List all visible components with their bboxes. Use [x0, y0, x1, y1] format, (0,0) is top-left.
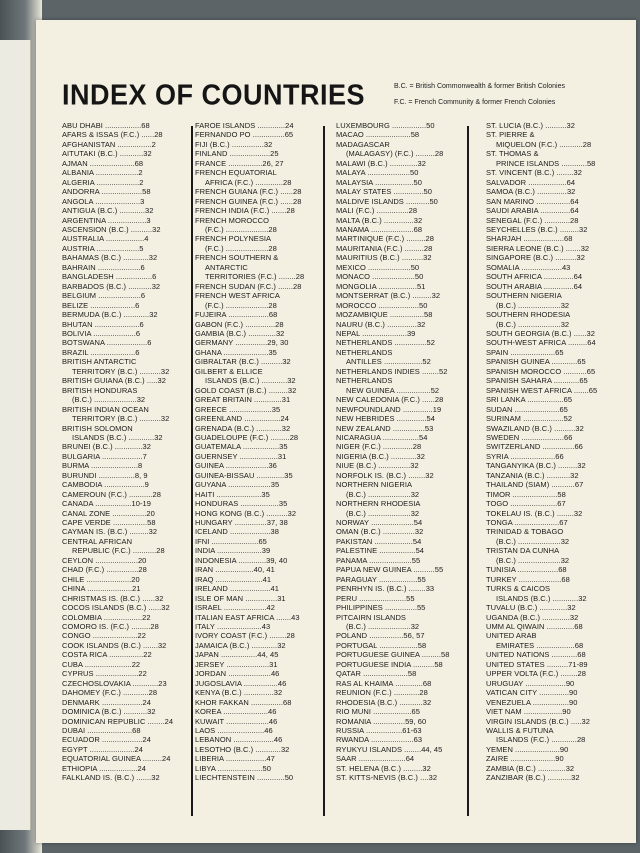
- index-entry: BRITISH ANTARCTIC: [62, 357, 137, 367]
- index-entry: BERMUDA (B.C.) ............32: [62, 310, 158, 320]
- index-entry: SAAR ......................64: [336, 754, 415, 764]
- index-entry: BAHRAIN ....................6: [62, 262, 145, 272]
- index-entry: SAMOA (B.C.) ..............32: [486, 187, 576, 197]
- index-entry: LIECHTENSTEIN .............50: [195, 773, 294, 783]
- index-entry: MAURITANIA (F.C.) .........28: [336, 243, 433, 253]
- index-entry: MALTA (B.C.) ..............32: [336, 215, 423, 225]
- index-entry: GIBRALTAR (B.C.) ..........32: [195, 357, 291, 367]
- index-entry: GUINEA-BISSAU .............35: [195, 470, 293, 480]
- index-entry: SOUTH AFRICA ..............64: [486, 272, 583, 282]
- index-column-3: [336, 121, 456, 783]
- index-entry: ISLANDS (B.C.) ............32: [496, 593, 587, 603]
- index-entry: OMAN (B.C.) ...............32: [336, 527, 424, 537]
- index-entry: VIRGIN ISLANDS (B.C.) .....32: [486, 716, 590, 726]
- index-entry: SOUTH-WEST AFRICA .........64: [486, 338, 596, 348]
- index-entry: NEW GUINEA ................52: [346, 385, 440, 395]
- index-entry: SOUTH GEORGIA (B.C.) ......32: [486, 328, 595, 338]
- index-entry: LUXEMBOURG ................50: [336, 121, 435, 130]
- index-entry: LIBERIA ...................47: [195, 754, 275, 764]
- index-entry: IRELAND ...................41: [195, 584, 279, 594]
- index-entry: MONGOLIA ..................51: [336, 281, 426, 291]
- index-entry: PALESTINE .................54: [336, 546, 425, 556]
- index-entry: (B.C.) ....................32: [346, 508, 420, 518]
- index-entry: SENEGAL (F.C.) ............28: [486, 215, 579, 225]
- index-entry: MONTSERRAT (B.C.) .........32: [336, 291, 441, 301]
- index-entry: EQUATORIAL GUINEA .........24: [62, 754, 171, 764]
- index-entry: VENEZUELA .................90: [486, 697, 578, 707]
- index-entry: PARAGUAY ..................55: [336, 574, 426, 584]
- index-entry: TERRITORY (B.C.) ..........32: [72, 414, 170, 424]
- index-page: [36, 20, 636, 843]
- index-entry: TURKEY ....................68: [486, 574, 570, 584]
- index-entry: NICARAGUA .................54: [336, 432, 428, 442]
- index-entry: FRENCH SUDAN (F.C.) .......28: [195, 281, 302, 291]
- index-entry: INDIA .....................39: [195, 546, 271, 556]
- index-entry: INDONESIA .............39, 40: [195, 555, 288, 565]
- page-title: INDEX OF COUNTRIES: [62, 79, 366, 111]
- index-entry: SHARJAH ...................68: [486, 234, 573, 244]
- index-entry: VIET NAM ..................90: [486, 707, 571, 717]
- index-entry: GUYANA ....................35: [195, 480, 280, 490]
- index-entry: ICELAND ...................38: [195, 527, 279, 537]
- index-entry: SPANISH MOROCCO ...........65: [486, 366, 596, 376]
- index-entry: RWANDA ....................63: [336, 735, 423, 745]
- index-entry: FINLAND ...................25: [195, 149, 279, 159]
- index-entry: SOMALIA ...................43: [486, 262, 571, 272]
- index-entry: AITUTAKI (B.C.) ...........32: [62, 149, 152, 159]
- index-entry: TANZANIA (B.C.) ...........32: [486, 470, 579, 480]
- index-entry: NORFOLK IS. (B.C.) ........32: [336, 470, 434, 480]
- index-entry: CHILE .....................20: [62, 574, 140, 584]
- index-entry: FRENCH POLYNESIA: [195, 234, 272, 244]
- index-entry: JAPAN .................44, 45: [195, 650, 279, 660]
- index-entry: ECUADOR ...................24: [62, 735, 151, 745]
- index-entry: JUGOSLAVIA ................46: [195, 678, 287, 688]
- index-entry: ABU DHABI .................68: [62, 121, 150, 130]
- index-entry: WALLIS & FUTUNA: [486, 726, 554, 735]
- previous-page-edge: [0, 40, 31, 830]
- index-entry: GAMBIA (B.C.) .............32: [195, 328, 285, 338]
- index-entry: SWITZERLAND ...............66: [486, 442, 583, 452]
- index-entry: TUVALU (B.C.) .............32: [486, 603, 576, 613]
- index-entry: CAMBODIA ...................9: [62, 480, 149, 490]
- index-entry: GILBERT & ELLICE: [195, 366, 263, 376]
- index-entry: RYUKYU ISLANDS ........44, 45: [336, 744, 443, 754]
- index-entry: UMM AL QIWAIN .............68: [486, 622, 583, 632]
- index-entry: HUNGARY ...............37, 38: [195, 518, 288, 528]
- index-entry: BELIZE .....................6: [62, 300, 140, 310]
- index-entry: GOLD COAST (B.C.) .........32: [195, 385, 297, 395]
- index-entry: (F.C.) ....................28: [205, 224, 277, 234]
- index-entry: BULGARIA ...................7: [62, 451, 147, 461]
- index-entry: CHINA .....................21: [62, 584, 141, 594]
- index-entry: FRENCH EQUATORIAL: [195, 168, 277, 178]
- index-entry: JAMAICA (B.C.) ............32: [195, 640, 286, 650]
- abbreviation-legend: [394, 83, 626, 115]
- index-entry: AFGHANISTAN ................2: [62, 139, 156, 149]
- index-entry: FALKLAND IS. (B.C.) .......32: [62, 773, 160, 783]
- index-entry: GREENLAND .................24: [195, 414, 289, 424]
- index-entry: CUBA ......................22: [62, 659, 141, 669]
- index-entry: NORTHERN NIGERIA: [336, 480, 413, 490]
- index-entry: TANGANYIKA (B.C.) .........32: [486, 461, 586, 471]
- index-entry: COSTA RICA ................22: [62, 650, 152, 660]
- index-entry: MOZAMBIQUE ................58: [336, 310, 433, 320]
- index-entry: NETHERLANDS: [336, 376, 393, 386]
- index-entry: MAURITIUS (B.C.) ..........32: [336, 253, 432, 263]
- index-entry: (F.C.) ....................28: [205, 243, 277, 253]
- index-entry: SWEDEN ....................66: [486, 432, 573, 442]
- index-entry: TRINIDAD & TOBAGO: [486, 527, 564, 537]
- index-entry: PORTUGUESE INDIA ..........58: [336, 659, 443, 669]
- index-entry: GREECE ....................35: [195, 404, 281, 414]
- index-entry: URUGUAY ...................90: [486, 678, 575, 688]
- index-entry: FRENCH SOUTHERN &: [195, 253, 279, 263]
- column-divider: [323, 126, 325, 816]
- index-entry: ISLANDS (B.C.) ............32: [72, 432, 163, 442]
- index-entry: SINGAPORE (B.C.) ..........32: [486, 253, 585, 263]
- index-entry: ST. PIERRE &: [486, 130, 535, 140]
- index-entry: LIBYA .....................50: [195, 763, 271, 773]
- index-entry: FRENCH GUIANA (F.C.) ......28: [195, 187, 302, 197]
- index-entry: NETHERLANDS INDIES ........52: [336, 366, 448, 376]
- index-entry: BANGLADESH .................6: [62, 272, 157, 282]
- index-entry: BAHAMAS (B.C.) ............32: [62, 253, 158, 263]
- index-entry: COMORO IS. (F.C.) .........28: [62, 622, 159, 632]
- index-entry: DOMINICAN REPUBLIC ........24: [62, 716, 174, 726]
- index-entry: PENRHYN IS. (B.C.) ........33: [336, 584, 435, 594]
- index-entry: MANAMA ....................68: [336, 224, 423, 234]
- index-entry: ISLE OF MAN ...............31: [195, 593, 286, 603]
- index-entry: THAILAND (SIAM) ...........67: [486, 480, 584, 490]
- index-entry: COCOS ISLANDS (B.C.) ......32: [62, 603, 170, 613]
- index-entry: SWAZILAND (B.C.) ..........32: [486, 423, 584, 433]
- index-entry: ASCENSION (B.C.) ..........32: [62, 224, 161, 234]
- index-entry: SALVADOR ..................64: [486, 177, 576, 187]
- index-entry: RAS AL KHAIMA .............68: [336, 678, 432, 688]
- index-entry: KOREA .....................46: [195, 707, 277, 717]
- index-entry: HONG KONG (B.C.) ..........32: [195, 508, 297, 518]
- index-entry: TIMOR .....................58: [486, 489, 566, 499]
- index-entry: KUWAIT ....................46: [195, 716, 278, 726]
- index-entry: UNITED STATES ..........71-89: [486, 659, 588, 669]
- index-entry: MACAO .....................58: [336, 130, 420, 140]
- index-entry: NEPAL .....................39: [336, 328, 416, 338]
- index-entry: KENYA (B.C.) ..............32: [195, 688, 283, 698]
- index-entry: BURMA ......................8: [62, 461, 143, 471]
- index-entry: SAUDI ARABIA ..............64: [486, 206, 579, 216]
- index-entry: IRAN ..................40, 41: [195, 565, 275, 575]
- index-entry: MALAYA ....................50: [336, 168, 419, 178]
- index-entry: ISLANDS (B.C.) ............32: [205, 376, 296, 386]
- index-entry: ALBANIA ....................2: [62, 168, 143, 178]
- index-entry: ISRAEL ....................42: [195, 603, 275, 613]
- index-entry: HONDURAS ..................35: [195, 499, 288, 509]
- index-entry: BOTSWANA ...................6: [62, 338, 152, 348]
- index-entry: HAITI .....................35: [195, 489, 270, 499]
- index-entry: PHILIPPINES ...............55: [336, 603, 426, 613]
- index-entry: SURINAM ...................52: [486, 414, 573, 424]
- index-entry: MALDIVE ISLANDS ...........50: [336, 196, 438, 206]
- index-entry: PAKISTAN ..................54: [336, 536, 422, 546]
- index-entry: UNITED NATIONS ............68: [486, 650, 586, 660]
- index-entry: PORTUGUESE GUINEA .........58: [336, 650, 450, 660]
- index-entry: ISLANDS (F.C.) ............28: [496, 735, 586, 745]
- index-entry: GABON (F.C.) ..............28: [195, 319, 284, 329]
- index-entry: ANTARCTIC: [205, 262, 248, 272]
- index-entry: UGANDA (B.C.) .............32: [486, 612, 579, 622]
- index-entry: BRUNEI (B.C.) .............32: [62, 442, 151, 452]
- index-entry: LESOTHO (B.C.) ............32: [195, 744, 290, 754]
- index-entry: SUDAN .....................65: [486, 404, 568, 414]
- index-entry: BELGIUM ....................6: [62, 291, 146, 301]
- index-entry: ST. HELENA (B.C.) .........32: [336, 763, 431, 773]
- index-entry: MIQUELON (F.C.) ...........28: [496, 139, 592, 149]
- index-entry: BOLIVIA ....................6: [62, 328, 141, 338]
- index-entry: FAROE ISLANDS .............24: [195, 121, 294, 130]
- index-entry: AFARS & ISSAS (F.C.) ......28: [62, 130, 163, 140]
- index-entry: NIGER (F.C.) ..............28: [336, 442, 422, 452]
- index-entry: GUADELOUPE (F.C.) .........28: [195, 432, 299, 442]
- index-entry: ZAIRE .....................90: [486, 754, 564, 764]
- index-entry: PANAMA ....................55: [336, 555, 421, 565]
- index-entry: (B.C.) ....................32: [496, 319, 570, 329]
- index-entry: GUINEA ....................36: [195, 461, 277, 471]
- column-divider: [191, 126, 193, 816]
- index-entry: MALAWI (B.C.) .............32: [336, 158, 426, 168]
- index-entry: PRINCE ISLANDS ............58: [496, 158, 596, 168]
- index-entry: ZANZIBAR (B.C.) ...........32: [486, 773, 580, 783]
- index-entry: FRENCH WEST AFRICA: [195, 291, 280, 301]
- index-entry: BRITISH HONDURAS: [62, 385, 138, 395]
- index-column-1: [62, 121, 182, 783]
- index-entry: COLOMBIA ..................22: [62, 612, 151, 622]
- index-entry: NEW HEBRIDES ..............54: [336, 414, 435, 424]
- index-entry: CEYLON ....................20: [62, 555, 147, 565]
- index-entry: CAPE VERDE ................58: [62, 518, 156, 528]
- index-entry: RIO MUNI ..................65: [336, 707, 420, 717]
- column-divider: [467, 126, 469, 816]
- index-entry: ITALY .....................43: [195, 622, 271, 632]
- index-entry: SOUTH ARABIA ..............64: [486, 281, 583, 291]
- index-entry: FRANCE ................26, 27: [195, 158, 284, 168]
- index-entry: LEBANON ...................46: [195, 735, 283, 745]
- index-entry: (B.C.) ....................32: [72, 395, 146, 405]
- index-entry: GHANA .....................35: [195, 347, 277, 357]
- index-entry: UPPER VOLTA (F.C.) ........28: [486, 669, 586, 679]
- index-entry: ALGERIA ....................2: [62, 177, 144, 187]
- index-entry: IFNI ......................65: [195, 536, 267, 546]
- index-entry: SOUTHERN NIGERIA: [486, 291, 562, 301]
- index-entry: BRITISH INDIAN OCEAN: [62, 404, 149, 414]
- index-entry: (B.C.) ....................32: [496, 555, 570, 565]
- index-entry: PORTUGAL ..................58: [336, 640, 427, 650]
- index-entry: TOKELAU IS. (B.C.) ........32: [486, 508, 583, 518]
- index-entry: EGYPT .....................24: [62, 744, 143, 754]
- index-entry: SRI LANKA .................65: [486, 395, 573, 405]
- index-entry: SPANISH GUINEA ............65: [486, 357, 586, 367]
- index-entry: CONGO .....................22: [62, 631, 146, 641]
- index-entry: ETHIOPIA ..................24: [62, 763, 146, 773]
- index-entry: FRENCH MOROCCO: [195, 215, 270, 225]
- index-entry: NETHERLANDS: [336, 347, 393, 357]
- index-entry: MALI (F.C.) ...............28: [336, 206, 418, 216]
- index-entry: ST. VINCENT (B.C.) ........32: [486, 168, 582, 178]
- index-entry: TUNISIA ...................68: [486, 565, 567, 575]
- index-entry: ITALIAN EAST AFRICA .......43: [195, 612, 300, 622]
- index-entry: BRAZIL .....................6: [62, 347, 140, 357]
- index-entry: (B.C.) ....................32: [496, 536, 570, 546]
- index-entry: SEYCHELLES (B.C.) .........32: [486, 224, 588, 234]
- index-entry: CHAD (F.C.) ...............28: [62, 565, 147, 575]
- index-entry: (B.C.) ....................32: [346, 622, 420, 632]
- index-entry: DENMARK ...................24: [62, 697, 151, 707]
- index-entry: AJMAN .....................68: [62, 158, 144, 168]
- index-entry: DUBAI .....................68: [62, 726, 141, 735]
- index-entry: (B.C.) ....................32: [496, 300, 570, 310]
- index-entry: MALAYSIA ..................50: [336, 177, 422, 187]
- index-entry: NEW CALEDONIA (F.C.) ......28: [336, 395, 444, 405]
- index-entry: ANGOLA .....................3: [62, 196, 145, 206]
- index-entry: PAPUA NEW GUINEA ..........55: [336, 565, 444, 575]
- index-entry: SOUTHERN RHODESIA: [486, 310, 571, 320]
- index-entry: MADAGASCAR: [336, 139, 390, 149]
- index-entry: NORWAY ....................54: [336, 518, 423, 528]
- index-entry: FIJI (B.C.) ...............32: [195, 139, 273, 149]
- legend-fc: F.C. = French Community & former French Colonies: [394, 99, 556, 106]
- index-entry: GUATEMALA .................35: [195, 442, 288, 452]
- index-entry: DAHOMEY (F.C.) ............28: [62, 688, 158, 698]
- index-entry: NAURU (B.C.) ..............32: [336, 319, 426, 329]
- index-entry: FERNANDO PO ...............65: [195, 130, 294, 140]
- index-entry: MARTINIQUE (F.C.) .........28: [336, 234, 434, 244]
- index-entry: CAMEROUN (F.C.) ...........28: [62, 489, 161, 499]
- index-entry: TOGO ......................67: [486, 499, 566, 509]
- index-entry: FRENCH GUINEA (F.C.) ......28: [195, 196, 302, 206]
- index-entry: AUSTRALIA ..................4: [62, 234, 149, 244]
- index-entry: JERSEY ....................31: [195, 659, 278, 669]
- index-entry: POLAND ................56, 57: [336, 631, 425, 641]
- index-entry: GREAT BRITAIN .............31: [195, 395, 291, 405]
- index-entry: ST. THOMAS &: [486, 149, 539, 159]
- index-entry: MALAY STATES ..............50: [336, 187, 432, 197]
- index-entry: PERU ......................55: [336, 593, 415, 603]
- index-entry: (B.C.) ....................32: [346, 489, 420, 499]
- index-entry: BURUNDI .................8, 9: [62, 470, 148, 480]
- index-entry: ARGENTINA ..................3: [62, 215, 151, 225]
- index-entry: CYPRUS ....................22: [62, 669, 147, 679]
- index-entry: AFRICA (F.C.) .............28: [205, 177, 292, 187]
- index-entry: CANADA .................10-19: [62, 499, 151, 509]
- index-entry: EMIRATES ..................68: [496, 640, 584, 650]
- index-entry: LAOS ......................46: [195, 726, 273, 735]
- index-entry: SIERRA LEONE (B.C.) .......32: [486, 243, 590, 253]
- index-entry: TURKS & CAICOS: [486, 584, 551, 594]
- index-entry: ROMANIA ...............59, 60: [336, 716, 427, 726]
- index-entry: REPUBLIC (F.C.) ...........28: [72, 546, 165, 556]
- index-entry: IRAQ ......................41: [195, 574, 272, 584]
- index-entry: UNITED ARAB: [486, 631, 537, 641]
- index-entry: ANDORRA ...................58: [62, 187, 151, 197]
- index-entry: GUERNSEY ..................31: [195, 451, 287, 461]
- index-entry: FUJEIRA ...................68: [195, 310, 278, 320]
- index-entry: SYRIA .....................66: [486, 451, 564, 461]
- index-entry: MEXICO ....................50: [336, 262, 420, 272]
- index-entry: YEMEN .....................90: [486, 744, 569, 754]
- index-entry: ANTIGUA (B.C.) ............32: [62, 206, 154, 216]
- index-entry: VATICAN CITY ..............90: [486, 688, 578, 698]
- index-entry: NIUE (B.C.) ...............32: [336, 461, 419, 471]
- index-column-4: [486, 121, 606, 783]
- index-entry: NIGERIA (B.C.) ............32: [336, 451, 425, 461]
- index-column-2: [195, 121, 315, 783]
- index-entry: NETHERLANDS ...............52: [336, 338, 435, 348]
- index-entry: GERMANY ...............29, 30: [195, 338, 289, 348]
- index-entry: MOROCCO ...................50: [336, 300, 428, 310]
- index-entry: FRENCH INDIA (F.C.) .......28: [195, 206, 295, 216]
- index-entry: BRITISH SOLOMON: [62, 423, 133, 433]
- index-entry: BARBADOS (B.C.) ...........32: [62, 281, 161, 291]
- index-entry: CAYMAN IS. (B.C.) .........32: [62, 527, 158, 537]
- index-entry: CHRISTMAS IS. (B.C.) ......32: [62, 593, 164, 603]
- index-entry: (F.C.) ....................28: [205, 300, 277, 310]
- index-entry: QATAR .....................58: [336, 669, 417, 679]
- index-entry: NEW ZEALAND ...............53: [336, 423, 434, 433]
- index-entry: TONGA .....................67: [486, 518, 568, 528]
- index-entry: GRENADA (B.C.) ............32: [195, 423, 291, 433]
- index-entry: CENTRAL AFRICAN: [62, 536, 133, 546]
- index-entry: BRITISH GUIANA (B.C.) .....32: [62, 376, 166, 386]
- index-entry: SPANISH SAHARA ............65: [486, 376, 588, 386]
- index-entry: RHODESIA (B.C.) ...........32: [336, 697, 432, 707]
- index-entry: TERRITORIES (F.C.) ........28: [205, 272, 305, 282]
- index-entry: DOMINICA (B.C.) ...........32: [62, 707, 156, 717]
- index-entry: NORTHERN RHODESIA: [336, 499, 421, 509]
- index-entry: KHOR FAKKAN ...............68: [195, 697, 292, 707]
- index-entry: CANAL ZONE ................20: [62, 508, 155, 518]
- index-entry: RUSSIA .................61-63: [336, 726, 422, 735]
- index-entry: AUSTRIA ....................5: [62, 243, 144, 253]
- index-entry: IVORY COAST (F.C.) ........28: [195, 631, 295, 641]
- index-entry: ANTILLES ..................52: [346, 357, 431, 367]
- index-entry: TRISTAN DA CUNHA: [486, 546, 560, 556]
- index-entry: NEWFOUNDLAND ..............19: [336, 404, 442, 414]
- index-entry: SAN MARINO ................64: [486, 196, 579, 206]
- index-entry: ST. KITTS-NEVIS (B.C.) ....32: [336, 773, 438, 783]
- index-entry: COOK ISLANDS (B.C.) .......32: [62, 640, 167, 650]
- index-entry: REUNION (F.C.) ............28: [336, 688, 428, 698]
- index-entry: (MALAGASY) (F.C.) .........28: [346, 149, 444, 159]
- index-entry: SPANISH WEST AFRICA .......65: [486, 385, 598, 395]
- index-entry: SPAIN .....................65: [486, 347, 564, 357]
- index-entry: TERRITORY (B.C.) ..........32: [72, 366, 170, 376]
- index-entry: JORDAN ....................46: [195, 669, 280, 679]
- index-entry: MONACO ....................50: [336, 272, 424, 282]
- index-entry: ZAMBIA (B.C.) .............32: [486, 763, 575, 773]
- index-entry: PITCAIRN ISLANDS: [336, 612, 406, 622]
- index-entry: BHUTAN .....................6: [62, 319, 144, 329]
- index-entry: ST. LUCIA (B.C.) ..........32: [486, 121, 575, 130]
- legend-bc: B.C. = British Commonwealth & former British Colonies: [394, 83, 565, 90]
- index-entry: CZECHOSLOVAKIA ............23: [62, 678, 167, 688]
